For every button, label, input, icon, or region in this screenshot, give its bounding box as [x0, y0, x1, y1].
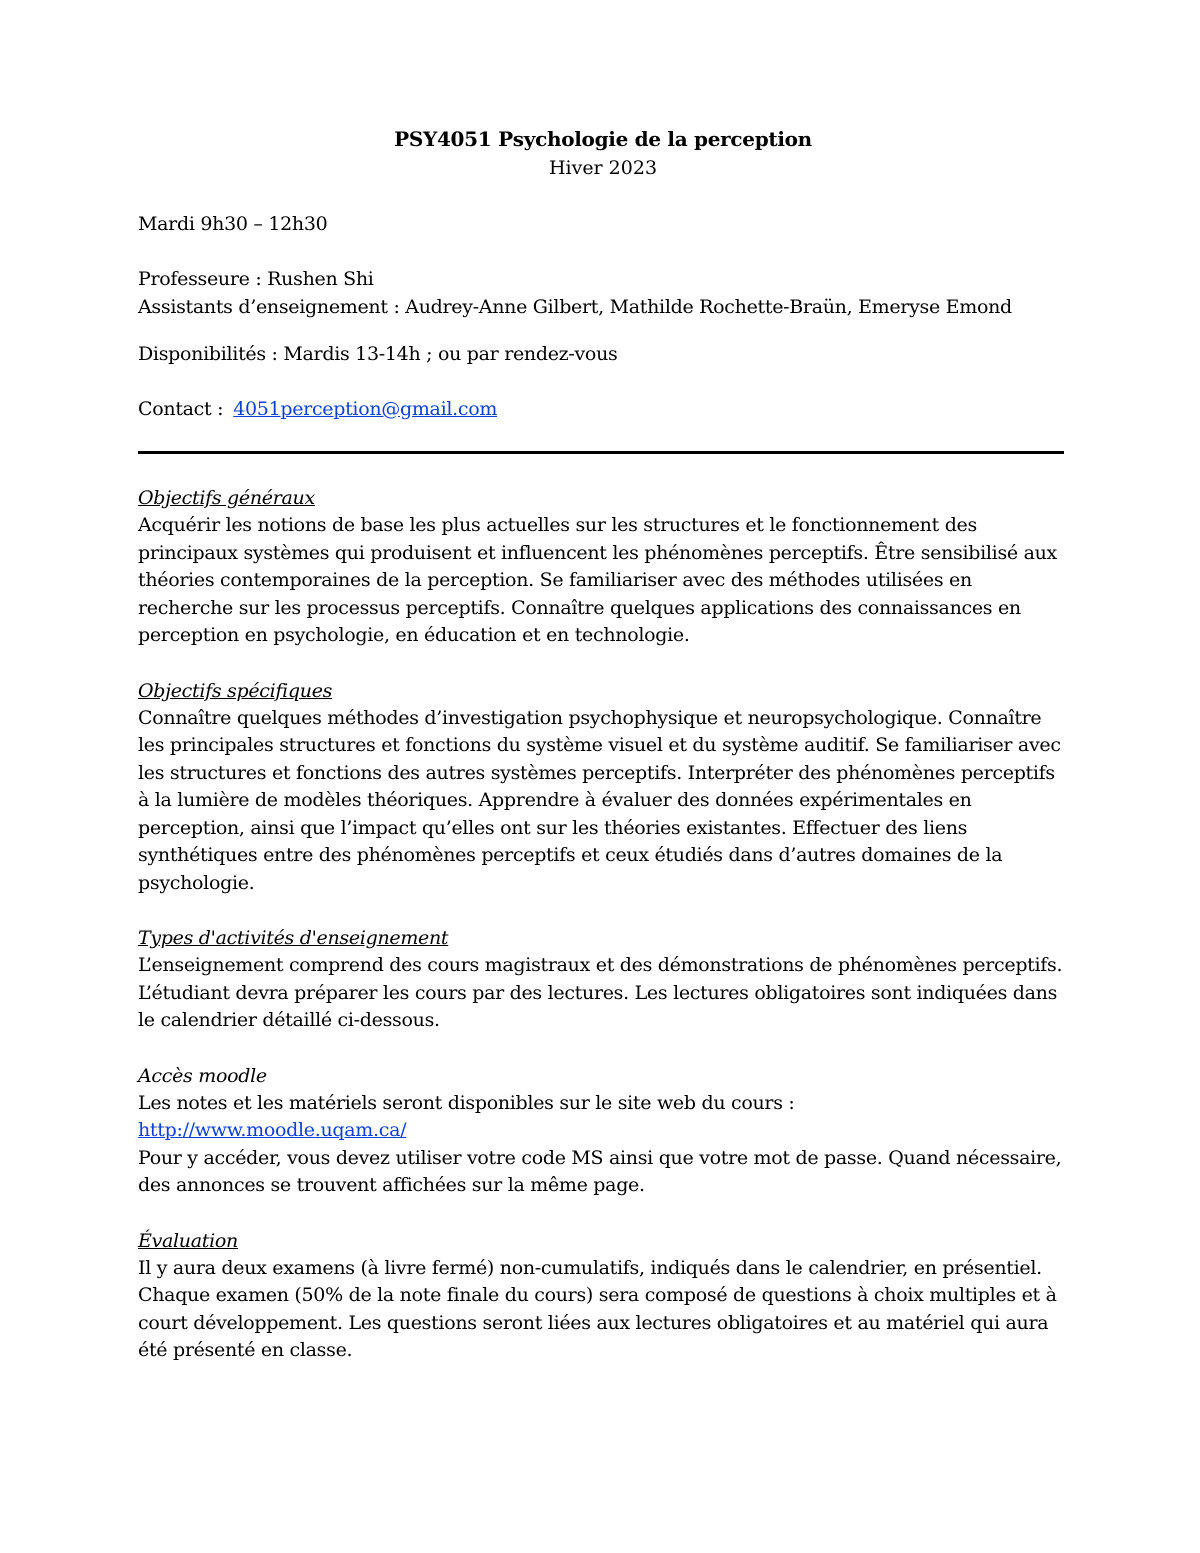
section-body: Connaître quelques méthodes d’investigation psychophysique et neuropsychologique. Connaître les principales structures et fonctions du système visuel et du système auditif. Se familiariser avec les structures et fonctions des autres systèmes perceptifs. Interpréter des phénomènes perceptifs à la lumière de modèles théoriques. Apprendre à évaluer des données expérimentales en perception, ainsi que l’impact qu’elles ont sur les théories existantes. Effectuer des liens synthétiques entre des phénomènes perceptifs et ceux étudiés dans d’autres domaines de la psychologie.	[138, 706, 1061, 894]
moodle-intro-text: Les notes et les matériels seront disponibles sur le site web du cours :	[138, 1091, 795, 1114]
section-types-activites	[138, 924, 1068, 1035]
moodle-url-link[interactable]: http://www.moodle.uqam.ca/	[138, 1119, 407, 1141]
assistants: Assistants d’enseignement : Audrey-Anne Gilbert, Mathilde Rochette-Braün, Emeryse Emond	[138, 296, 1012, 318]
section-acces-moodle	[138, 1062, 1068, 1200]
term: Hiver 2023	[548, 157, 658, 179]
section-heading: Évaluation	[138, 1229, 238, 1252]
contact-email-link[interactable]: 4051perception@gmail.com	[233, 398, 498, 420]
section-body: Acquérir les notions de base les plus actuelles sur les structures et le fonctionnement des principaux systèmes qui produisent et influencent les phénomènes perceptifs. Être sensibilisé aux théories contemporaines de la perception. Se familiariser avec des méthodes utilisées en recherche sur les processus perceptifs. Connaître quelques applications des connaissances en perception en psychologie, en éducation et en technologie.	[138, 514, 1057, 646]
section-heading: Objectifs généraux	[138, 487, 315, 509]
horizontal-rule	[138, 451, 1064, 454]
section-heading: Objectifs spécifiques	[138, 679, 333, 702]
title-block	[138, 124, 1068, 182]
section-objectifs-generaux	[138, 484, 1068, 650]
moodle-access-text: Pour y accéder, vous devez utiliser votre code MS ainsi que votre mot de passe. Quand nécessaire, des annonces se trouvent affichées sur la même page.	[138, 1146, 1062, 1196]
section-evaluation	[138, 1227, 1068, 1365]
section-body: L’enseignement comprend des cours magistraux et des démonstrations de phénomènes perceptifs. L’étudiant devra préparer les cours par des lectures. Les lectures obligatoires sont indiquées dans le calendrier détaillé ci-dessous.	[138, 954, 1063, 1031]
availability: Disponibilités : Mardis 13-14h ; ou par rendez-vous	[138, 343, 618, 365]
contact-label: Contact :	[138, 398, 224, 420]
section-body: Il y aura deux examens (à livre fermé) non-cumulatifs, indiqués dans le calendrier, en présentiel. Chaque examen (50% de la note finale du cours) sera composé de questions à choix multiples et à court développement. Les questions seront liées aux lectures obligatoires et au matériel qui aura été présenté en classe.	[138, 1256, 1057, 1361]
course-title: PSY4051 Psychologie de la perception	[394, 127, 812, 151]
professor: Professeure : Rushen Shi	[138, 268, 374, 290]
section-heading: Accès moodle	[138, 1064, 267, 1087]
section-body	[138, 1090, 1068, 1200]
schedule: Mardi 9h30 – 12h30	[138, 213, 328, 235]
section-objectifs-specifiques	[138, 677, 1068, 898]
contact-line	[138, 395, 1068, 423]
syllabus-page	[138, 124, 1068, 1392]
section-heading: Types d'activités d'enseignement	[138, 927, 449, 949]
